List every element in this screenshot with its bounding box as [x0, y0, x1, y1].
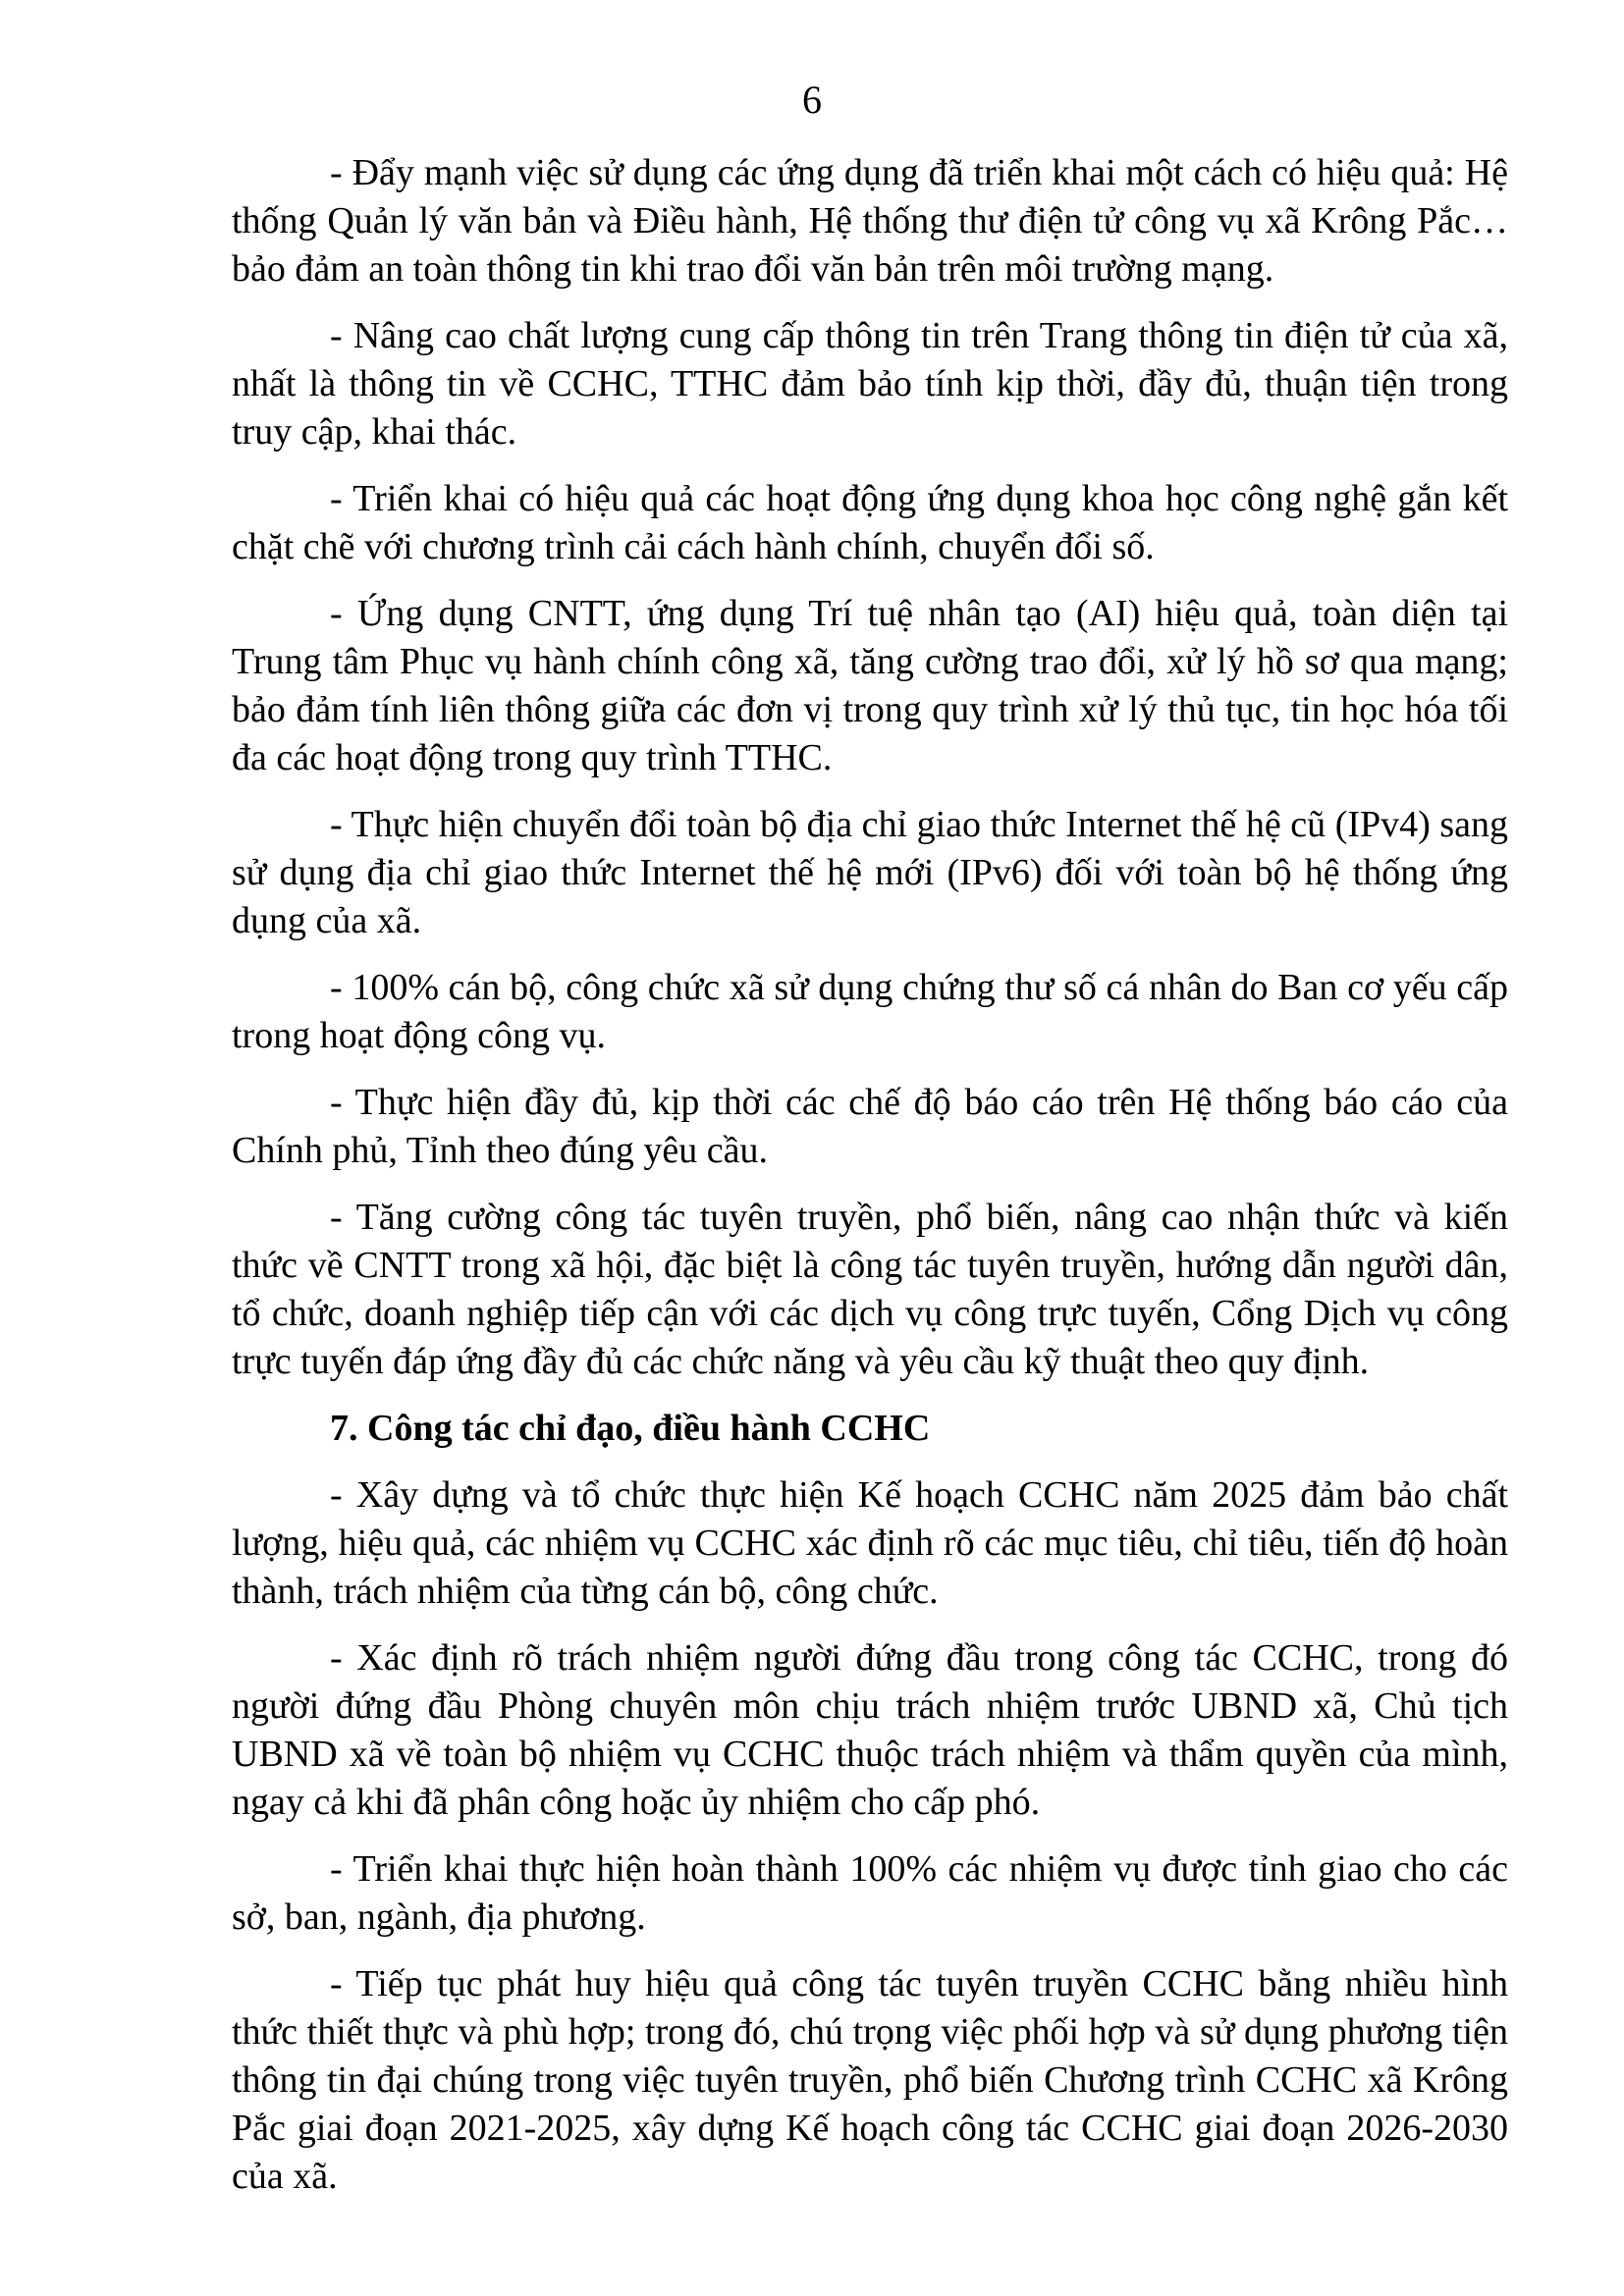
paragraph: - Triển khai có hiệu quả các hoạt động ứng dụng khoa học công nghệ gắn kết chặt chẽ với chương trình cải cách hành chính, chuyển đổi số.: [232, 478, 1508, 567]
paragraph: - Thực hiện đầy đủ, kịp thời các chế độ báo cáo trên Hệ thống báo cáo của Chính phủ, Tỉnh theo đúng yêu cầu.: [232, 1082, 1508, 1171]
paragraph: - Đẩy mạnh việc sử dụng các ứng dụng đã triển khai một cách có hiệu quả: Hệ thống Quản lý văn bản và Điều hành, Hệ thống thư điện tử công vụ xã Krông Pắc…bảo đảm an toàn thông tin khi trao đổi văn bản trên môi trường mạng.: [232, 152, 1508, 290]
paragraph: - Xác định rõ trách nhiệm người đứng đầu trong công tác CCHC, trong đó người đứng đầu Phòng chuyên môn chịu trách nhiệm trước UBND xã, Chủ tịch UBND xã về toàn bộ nhiệm vụ CCHC thuộc trách nhiệm và thẩm quyền của mình, ngay cả khi đã phân công hoặc ủy nhiệm cho cấp phó.: [232, 1637, 1508, 1823]
paragraph: - 100% cán bộ, công chức xã sử dụng chứng thư số cá nhân do Ban cơ yếu cấp trong hoạt động công vụ.: [232, 967, 1508, 1056]
paragraph: - Tăng cường công tác tuyên truyền, phổ biến, nâng cao nhận thức và kiến thức về CNTT trong xã hội, đặc biệt là công tác tuyên truyền, hướng dẫn người dân, tổ chức, doanh nghiệp tiếp cận với các dịch vụ công trực tuyến, Cổng Dịch vụ công trực tuyến đáp ứng đầy đủ các chức năng và yêu cầu kỹ thuật theo quy định.: [232, 1197, 1508, 1382]
document-body: [232, 149, 1508, 2219]
section-heading: 7. Công tác chỉ đạo, điều hành CCHC: [330, 1408, 931, 1449]
paragraph: - Triển khai thực hiện hoàn thành 100% các nhiệm vụ được tỉnh giao cho các sở, ban, ngành, địa phương.: [232, 1848, 1508, 1938]
paragraph: - Ứng dụng CNTT, ứng dụng Trí tuệ nhân tạo (AI) hiệu quả, toàn diện tại Trung tâm Phục vụ hành chính công xã, tăng cường trao đổi, xử lý hồ sơ qua mạng; bảo đảm tính liên thông giữa các đơn vị trong quy trình xử lý thủ tục, tin học hóa tối đa các hoạt động trong quy trình TTHC.: [232, 593, 1508, 778]
paragraph: - Nâng cao chất lượng cung cấp thông tin trên Trang thông tin điện tử của xã, nhất là thông tin về CCHC, TTHC đảm bảo tính kịp thời, đầy đủ, thuận tiện trong truy cập, khai thác.: [232, 315, 1508, 453]
paragraph: - Thực hiện chuyển đổi toàn bộ địa chỉ giao thức Internet thế hệ cũ (IPv4) sang sử dụng địa chỉ giao thức Internet thế hệ mới (IPv6) đối với toàn bộ hệ thống ứng dụng của xã.: [232, 804, 1508, 941]
paragraph: - Tiếp tục phát huy hiệu quả công tác tuyên truyền CCHC bằng nhiều hình thức thiết thực và phù hợp; trong đó, chú trọng việc phối hợp và sử dụng phương tiện thông tin đại chúng trong việc tuyên truyền, phổ biến Chương trình CCHC xã Krông Pắc giai đoạn 2021-2025, xây dựng Kế hoạch công tác CCHC giai đoạn 2026-2030 của xã.: [232, 1963, 1508, 2197]
paragraph: - Xây dựng và tổ chức thực hiện Kế hoạch CCHC năm 2025 đảm bảo chất lượng, hiệu quả, các nhiệm vụ CCHC xác định rõ các mục tiêu, chỉ tiêu, tiến độ hoàn thành, trách nhiệm của từng cán bộ, công chức.: [232, 1474, 1508, 1612]
page-number: 6: [802, 78, 822, 122]
